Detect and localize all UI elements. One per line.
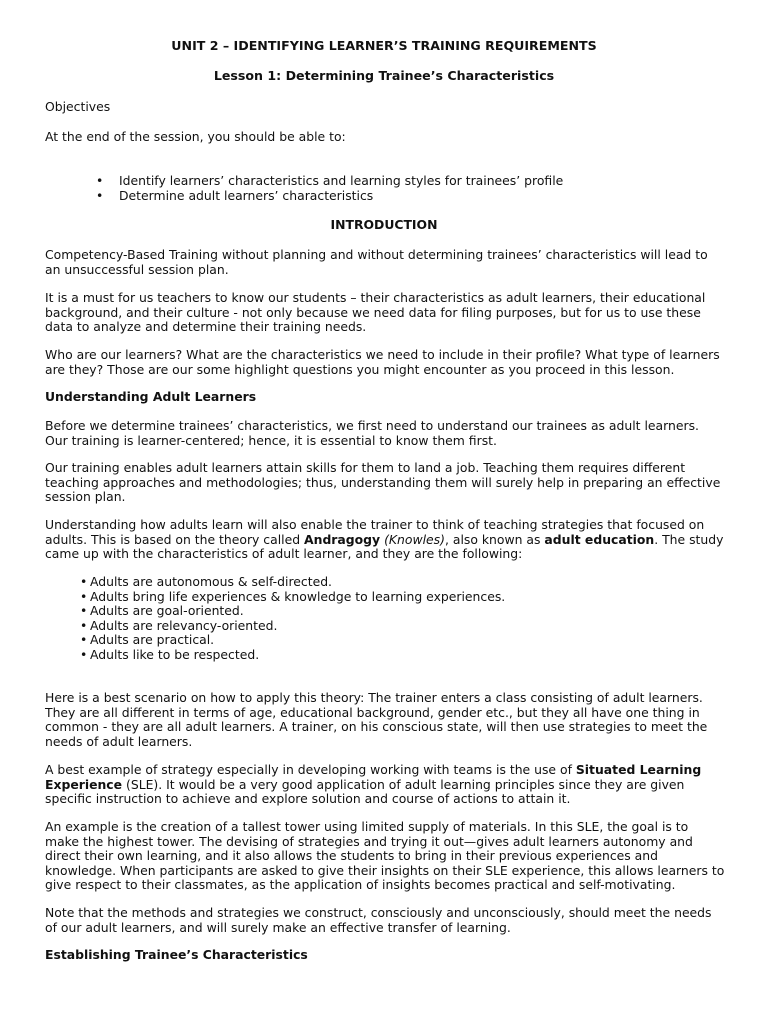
objectives-list [45,174,725,203]
list-item: • Adults are relevancy-oriented. [45,619,725,634]
paragraph-text: (SLE). It would be a very good application of adult learning principles since they are given specific instruction to achieve and explore solution and course of actions to attain it. [45,776,685,807]
adult-education-term: adult education [544,531,655,547]
list-item: • Adults are goal-oriented. [45,604,725,619]
understanding-heading: Understanding Adult Learners [45,389,257,404]
understanding-paragraph-4: Here is a best scenario on how to apply this theory: The trainer enters a class consisting of adult learners. They are all different in terms of age, educational background, gender etc., but they all have one thing in common - they are all adult learners. A trainer, on his conscious state, will then use strategies to meet the needs of adult learners. [45,690,708,749]
paragraph-text: , also known as [444,531,545,547]
understanding-paragraph-5 [45,763,725,807]
list-item: • Adults are autonomous & self-directed. [45,575,725,590]
understanding-paragraph-3 [45,518,725,562]
paragraph-text: A best example of strategy especially in developing working with teams is the use of [45,762,576,777]
adult-characteristics-list [45,575,725,663]
paragraph-text: Understanding how adults learn will also enable the trainer to think of teaching strategies that focused on adults. This is based on the theory called [45,517,705,547]
understanding-paragraph-1: Before we determine trainees’ characteristics, we first need to understand our trainees as adult learners. Our training is learner-centered; hence, it is essential to know them first. [45,418,699,448]
list-item: • Adults bring life experiences & knowledge to learning experiences. [45,590,725,605]
understanding-paragraph-2: Our training enables adult learners attain skills for them to land a job. Teaching them requires different teaching approaches and methodologies; thus, understanding them will surely help in preparing an effective session plan. [45,460,721,505]
understanding-paragraph-6: An example is the creation of a tallest tower using limited supply of materials. In this SLE, the goal is to make the highest tower. The devising of strategies and trying it out—gives adult learners autonomy and direct their own learning, and it also allows the students to bring in their previous experiences and knowledge. When participants are asked to give their insights on their SLE experience, this allows learners to give respect to their classmates, as the application of insights becomes practical and self-motivating. [45,819,725,893]
andragogy-term: Andragogy [304,531,381,547]
list-item: • Adults are practical. [45,633,725,648]
introduction-paragraph-1: Competency-Based Training without planning and without determining trainees’ characteristics will lead to an unsuccessful session plan. [45,247,708,277]
list-item: • Identify learners’ characteristics and learning styles for trainees’ profile [45,174,725,189]
paragraph-text: . The study came up with the characteristics of adult learner, and they are the following: [45,531,724,562]
list-item: • Adults like to be respected. [45,648,725,663]
list-item: • Determine adult learners’ characteristics [45,189,725,204]
lesson-title: Lesson 1: Determining Trainee’s Characteristics [213,68,555,83]
objectives-label: Objectives [45,99,111,114]
unit-title: UNIT 2 – IDENTIFYING LEARNER’S TRAINING REQUIREMENTS [171,38,597,53]
establishing-heading: Establishing Trainee’s Characteristics [45,947,308,962]
knowles-reference: (Knowles) [384,531,445,547]
understanding-paragraph-7: Note that the methods and strategies we construct, consciously and unconsciously, should meet the needs of our adult learners, and will surely make an effective transfer of learning. [45,905,712,935]
introduction-paragraph-2: It is a must for us teachers to know our students – their characteristics as adult learners, their educational background, and their culture - not only because we need data for filing purposes, but for us to use these data to analyze and determine their training needs. [45,290,706,335]
introduction-heading: INTRODUCTION [330,217,438,232]
objectives-intro: At the end of the session, you should be able to: [45,129,346,144]
sle-term: Situated Learning Experience [45,762,702,792]
introduction-paragraph-3: Who are our learners? What are the characteristics we need to include in their profile? What type of learners are they? Those are our some highlight questions you might encounter as you proceed in this lesson. [45,347,720,377]
